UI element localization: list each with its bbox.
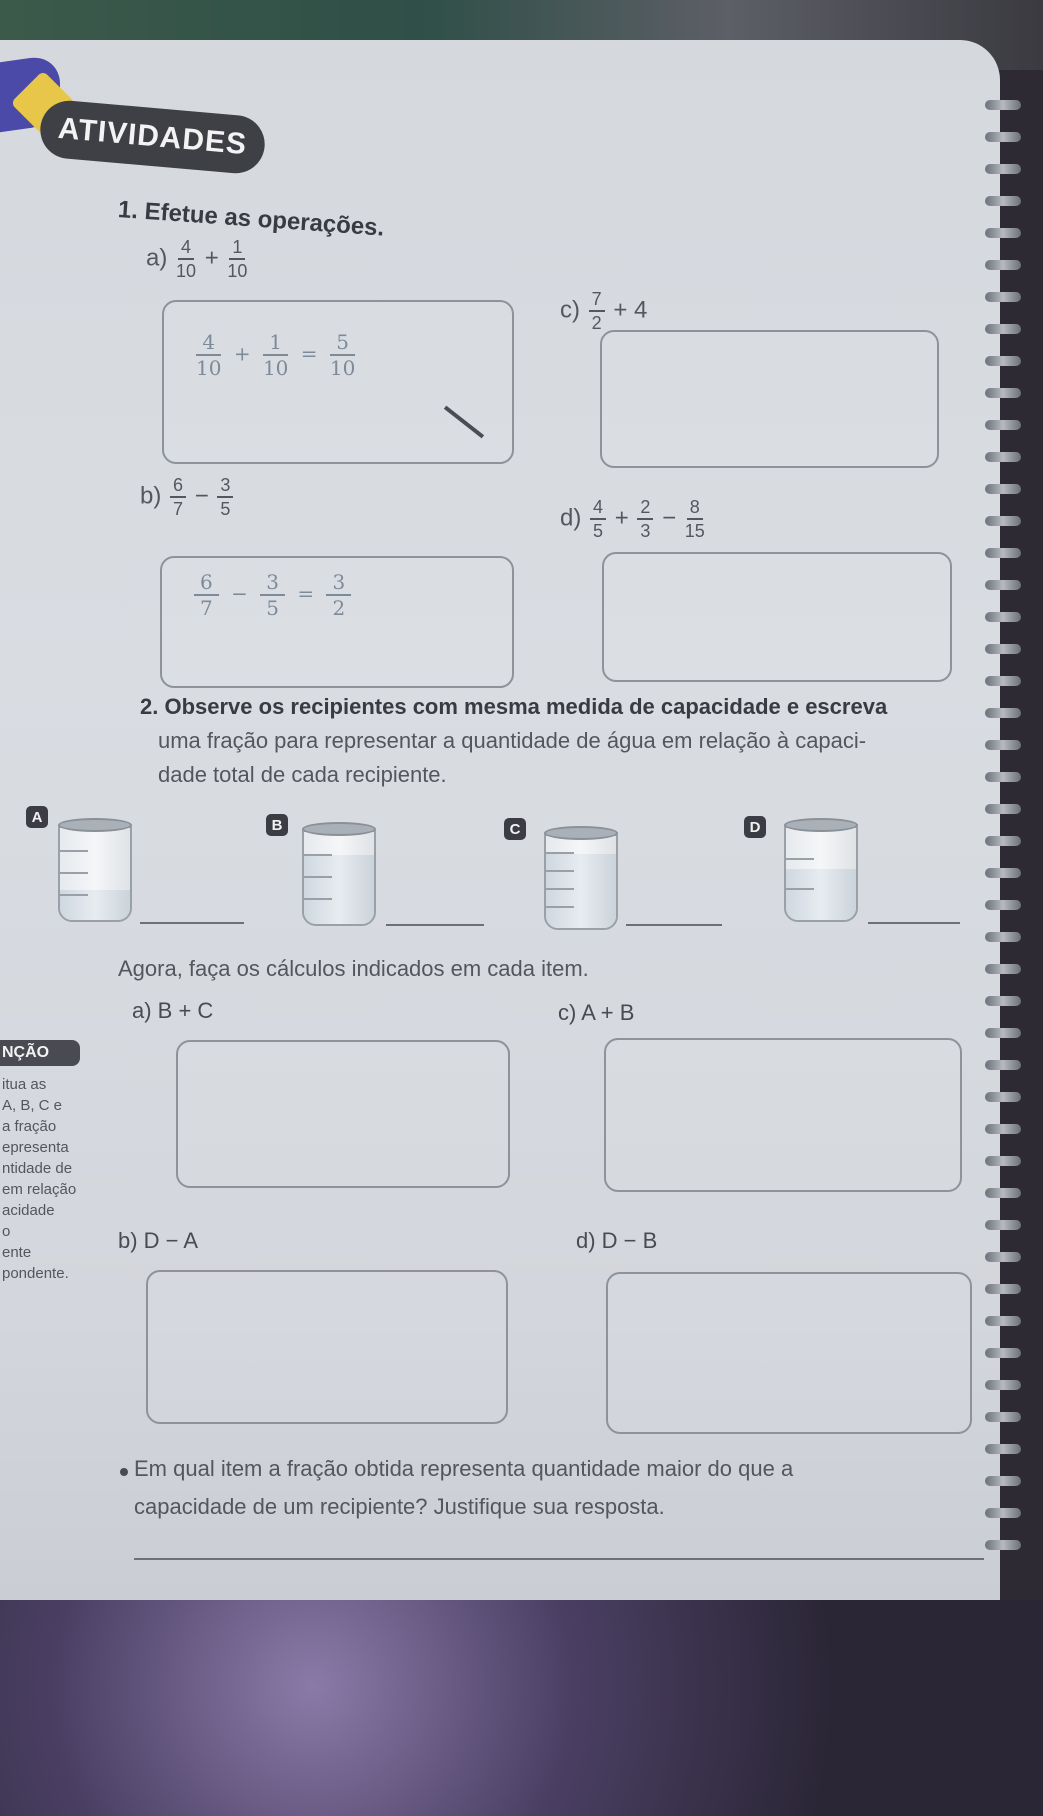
- spiral-ring: [985, 1380, 1021, 1390]
- spiral-ring: [985, 1092, 1021, 1102]
- sidebar-badge: NÇÃO: [0, 1040, 80, 1066]
- spiral-ring: [985, 1124, 1021, 1134]
- spiral-ring: [985, 676, 1021, 686]
- spiral-ring: [985, 164, 1021, 174]
- spiral-ring: [985, 324, 1021, 334]
- q1-prompt: 1. Efetue as operações.: [117, 196, 386, 242]
- section-title-text: ATIVIDADES: [56, 111, 249, 162]
- q1a-answer-box[interactable]: [162, 300, 514, 464]
- container-c-water: [546, 854, 616, 928]
- item-c-answer-box[interactable]: [604, 1038, 962, 1192]
- final-answer-line[interactable]: [134, 1558, 984, 1560]
- spiral-ring: [985, 260, 1021, 270]
- spiral-ring: [985, 1252, 1021, 1262]
- container-a-tag: A: [26, 806, 48, 828]
- spiral-ring: [985, 932, 1021, 942]
- container-d-tag: D: [744, 816, 766, 838]
- background-fabric: [0, 1600, 1043, 1816]
- q1d-expression: d) $\frac{4}{5}$ + $\frac{2}{3}$ − $\frac{8}{15}$: [560, 497, 705, 541]
- spiral-ring: [985, 1444, 1021, 1454]
- spiral-ring: [985, 452, 1021, 462]
- spiral-ring: [985, 1188, 1021, 1198]
- spiral-ring: [985, 228, 1021, 238]
- final-question-line1: Em qual item a fração obtida representa quantidade maior do que a: [134, 1456, 794, 1481]
- item-b-label: b) D − A: [118, 1228, 199, 1253]
- spiral-ring: [985, 1028, 1021, 1038]
- container-a: [58, 818, 132, 922]
- container-b-water: [304, 855, 374, 924]
- calc-prompt: Agora, faça os cálculos indicados em cada item.: [118, 956, 589, 981]
- sidebar-text: itua as A, B, C e a fração epresenta ntidade de em relação acidade o ente pondente.: [2, 1076, 77, 1282]
- container-d-water: [786, 869, 856, 920]
- spiral-ring: [985, 836, 1021, 846]
- spiral-ring: [985, 132, 1021, 142]
- container-b-answer-line[interactable]: [386, 924, 484, 926]
- spiral-ring: [985, 548, 1021, 558]
- spiral-ring: [985, 644, 1021, 654]
- spiral-ring: [985, 1316, 1021, 1326]
- spiral-ring: [985, 1540, 1021, 1550]
- spiral-ring: [985, 1348, 1021, 1358]
- spiral-ring: [985, 292, 1021, 302]
- item-d-label: d) D − B: [576, 1228, 658, 1253]
- spiral-ring: [985, 1156, 1021, 1166]
- item-a-answer-box[interactable]: [176, 1040, 510, 1188]
- q1a-handwritten-answer: $\frac{4}{10}$ + $\frac{1}{10}$ = $\frac{5}{10}$: [196, 330, 356, 380]
- spiral-ring: [985, 964, 1021, 974]
- item-d-answer-box[interactable]: [606, 1272, 972, 1434]
- spiral-ring: [985, 708, 1021, 718]
- q1c-expression: c) $\frac{7}{2}$ + 4: [560, 289, 648, 333]
- spiral-ring: [985, 420, 1021, 430]
- container-d-answer-line[interactable]: [868, 922, 960, 924]
- spiral-ring: [985, 516, 1021, 526]
- spiral-ring: [985, 100, 1021, 110]
- spiral-ring: [985, 1476, 1021, 1486]
- spiral-ring: [985, 1412, 1021, 1422]
- spiral-ring: [985, 900, 1021, 910]
- spiral-ring: [985, 740, 1021, 750]
- spiral-ring: [985, 1284, 1021, 1294]
- q2-prompt-line3: dade total de cada recipiente.: [158, 762, 447, 787]
- q1d-answer-box[interactable]: [602, 552, 952, 682]
- container-a-answer-line[interactable]: [140, 922, 244, 924]
- container-c-tag: C: [504, 818, 526, 840]
- item-c-label: c) A + B: [558, 1000, 635, 1025]
- spiral-ring: [985, 772, 1021, 782]
- container-c: [544, 826, 618, 930]
- container-d: [784, 818, 858, 922]
- item-b-answer-box[interactable]: [146, 1270, 508, 1424]
- bullet-icon: [120, 1468, 128, 1476]
- q2-prompt-line1: 2. Observe os recipientes com mesma medida de capacidade e escreva: [140, 694, 888, 719]
- spiral-ring: [985, 804, 1021, 814]
- spiral-ring: [985, 388, 1021, 398]
- q1b-handwritten-answer: $\frac{6}{7}$ − $\frac{3}{5}$ = $\frac{3}{2}$: [188, 570, 357, 620]
- spiral-ring: [985, 196, 1021, 206]
- container-b-tag: B: [266, 814, 288, 836]
- container-c-answer-line[interactable]: [626, 924, 722, 926]
- spiral-binding: [985, 100, 1025, 1600]
- spiral-ring: [985, 580, 1021, 590]
- spiral-ring: [985, 1060, 1021, 1070]
- container-b: [302, 822, 376, 926]
- q1b-expression: b) $\frac{6}{7}$ − $\frac{3}{5}$: [140, 476, 235, 518]
- spiral-ring: [985, 868, 1021, 878]
- spiral-ring: [985, 1508, 1021, 1518]
- q1c-answer-box[interactable]: [600, 330, 939, 468]
- final-question-line2: capacidade de um recipiente? Justifique sua resposta.: [134, 1494, 665, 1519]
- spiral-ring: [985, 996, 1021, 1006]
- q2-prompt-line2: uma fração para representar a quantidade de água em relação à capaci-: [158, 728, 867, 753]
- q1a-expression: a) $\frac{4}{10}$ + $\frac{1}{10}$: [146, 237, 248, 281]
- item-a-label: a) B + C: [132, 998, 214, 1023]
- spiral-ring: [985, 612, 1021, 622]
- spiral-ring: [985, 484, 1021, 494]
- spiral-ring: [985, 1220, 1021, 1230]
- spiral-ring: [985, 356, 1021, 366]
